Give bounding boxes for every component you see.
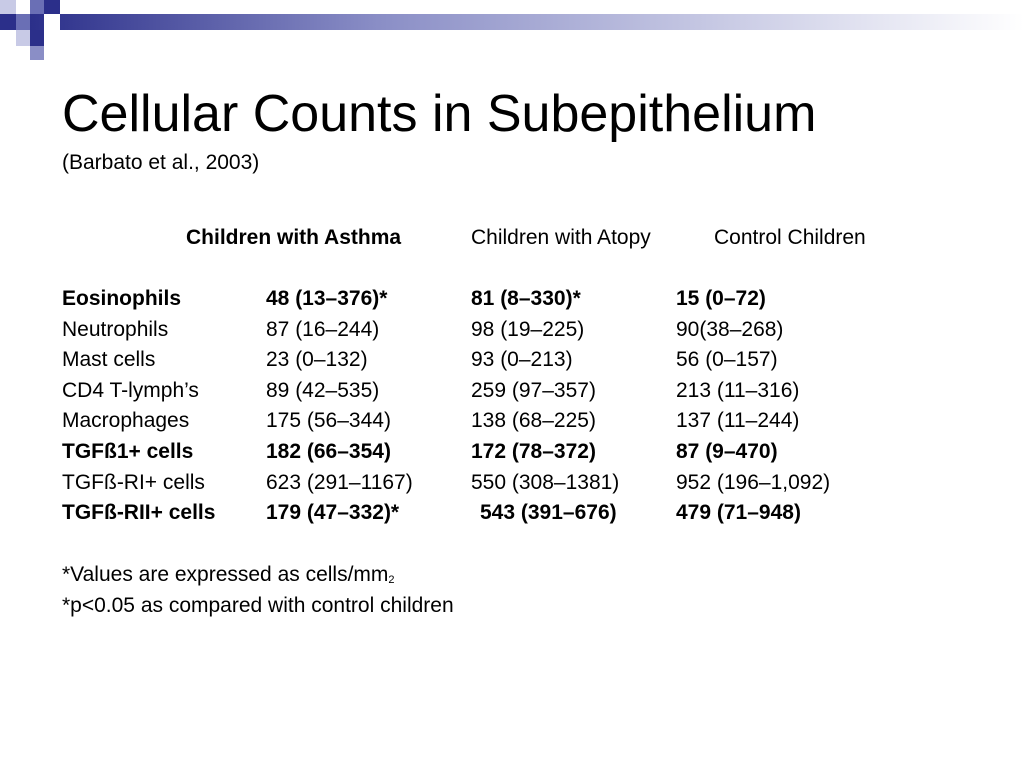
control-value: 56 (0–157): [676, 348, 778, 371]
asthma-value: 175 (56–344): [266, 409, 391, 432]
header-control: Control Children: [714, 226, 866, 249]
control-value: 15 (0–72): [676, 287, 766, 310]
asthma-value: 87 (16–244): [266, 318, 380, 341]
header-asthma: Children with Asthma: [186, 226, 402, 249]
atopy-value: 172 (78–372): [471, 440, 596, 463]
atopy-value: 259 (97–357): [471, 379, 596, 402]
asthma-value: 23 (0–132): [266, 348, 368, 371]
slide-title: Cellular Counts in Subepithelium: [62, 85, 817, 143]
atopy-value: 543 (391–676): [480, 501, 617, 524]
header-decoration: [0, 0, 1024, 64]
asthma-value: 182 (66–354): [266, 440, 391, 463]
atopy-value: 93 (0–213): [471, 348, 573, 371]
row-label: Macrophages: [62, 409, 190, 432]
atopy-value: 138 (68–225): [471, 409, 596, 432]
row-label: TGFß-RI+ cells: [62, 471, 205, 494]
asthma-value: 623 (291–1167): [266, 471, 413, 494]
row-label: Mast cells: [62, 348, 156, 371]
units-footnote-text: *Values are expressed as cells/mm: [62, 563, 389, 586]
significance-footnote: *p<0.05 as compared with control children: [62, 594, 454, 617]
asthma-value: 89 (42–535): [266, 379, 380, 402]
units-footnote-exponent: 2: [388, 574, 395, 586]
asthma-value: 48 (13–376)*: [266, 287, 388, 310]
row-label: TGFß1+ cells: [62, 440, 194, 463]
atopy-value: 98 (19–225): [471, 318, 585, 341]
units-footnote: [62, 562, 395, 593]
slide-subtitle: (Barbato et al., 2003): [62, 151, 260, 174]
row-label: Eosinophils: [62, 287, 182, 310]
atopy-value: 550 (308–1381): [471, 471, 620, 494]
control-value: 213 (11–316): [676, 379, 800, 402]
control-value: 137 (11–244): [676, 409, 800, 432]
row-label: TGFß-RII+ cells: [62, 501, 216, 524]
row-label: Neutrophils: [62, 318, 169, 341]
control-value: 479 (71–948): [676, 501, 801, 524]
row-label: CD4 T-lymph’s: [62, 379, 199, 402]
control-value: 90(38–268): [676, 318, 784, 341]
asthma-value: 179 (47–332)*: [266, 501, 400, 524]
control-value: 87 (9–470): [676, 440, 778, 463]
header-atopy: Children with Atopy: [471, 226, 651, 249]
atopy-value: 81 (8–330)*: [471, 287, 581, 310]
control-value: 952 (196–1,092): [676, 471, 831, 494]
